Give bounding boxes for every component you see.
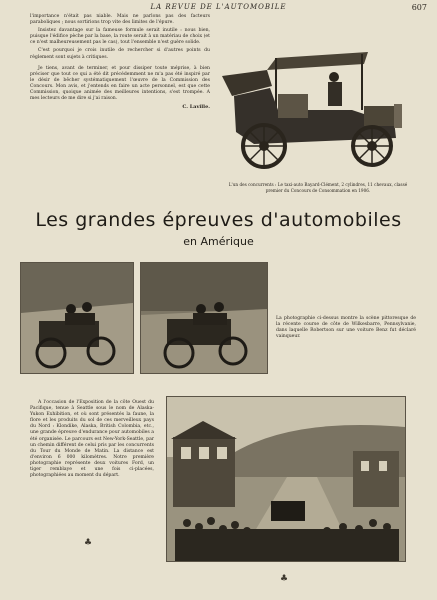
expo-article: A l'occasion de l'Exposition de la côte Ouest du Pacifique, tenue à Seattle sous le nom de Alaska-Yukon Exhibition, et où sont présentés la faune, la flore et les produits du sol de ces merveilleux pays du Nord : Klondike, Alaska, British Colombia, etc., une grande épreuve d'endurance pour automobiles a été organisée. Le parcours est New-York-Seattle, par un chemin différent de celui pris par les concurrents du Tour du Monde de Matin. La distance est d'environ 6 000 kilomètres. Notre première photographie représente deux voitures Ford, un tiger remblaye et une fois ci-placées, photographiées au moment du départ. <box>30 400 154 479</box>
paragraph: l'importance n'était pas niable. Mais ne parlons pas des facteurs paraboliques ; nous sortirions trop vite des limites de l'épure. <box>30 14 210 26</box>
paragraph: Je tiens, avant de terminer, et pour dissiper toute méprise, à bien préciser que tout ce qui a été dit précédemment ne m'a pas été inspiré par le désir de bêcher systématiquement l'œuvre de la Commission des Concours. Mon avis, et j'entends en faire un acte personnel, est que cette Commission, quoique animée des meilleures intentions, s'est trompée. A mes lecteurs de me dire si j'ai raison. <box>30 65 210 102</box>
running-title: LA REVUE DE L'AUTOMOBILE <box>150 3 287 11</box>
paragraph: C'est pourquoi je crois inutile de rechercher si d'autres points du règlement sont sujets à critiques. <box>30 48 210 60</box>
car-photo-caption: L'un des concurrents : Le taxi-auto Bayard-Clément, 2 cylindres, 11 chevaux, classé premier du Concours de Consommation en 1906. <box>228 182 408 193</box>
crowd-departure-photo <box>166 396 406 562</box>
feature-subhead: en Amérique <box>183 235 254 248</box>
clover-ornament-icon: ♣ <box>84 538 93 548</box>
author-signature: C. Laville. <box>182 104 210 111</box>
paragraph: Insistez davantage sur la fameuse formule serait inutile : nous bien, puisque l'édifice pèche par la base, la route serait à un matériau de choix (et ce n'est malheureusement pas le cas), tout l'ensemble n'est guère solide. <box>30 28 210 46</box>
race-photo-right <box>140 262 268 374</box>
clover-ornament-icon: ♣ <box>280 574 289 584</box>
race-photo-left <box>20 262 134 374</box>
race-photos-text: La photographie ci-dessus montre la scène pittoresque de la récente course de côte de Wilkesbarre, Pennsylvanie, dans laquelle Robertson sur une voiture Benz fut déclaré vainqueur. <box>276 316 416 339</box>
feature-headline: Les grandes épreuves d'automobiles <box>35 209 402 231</box>
top-article <box>30 14 210 110</box>
taxi-car-photo <box>212 40 412 180</box>
page-number: 607 <box>411 3 427 12</box>
